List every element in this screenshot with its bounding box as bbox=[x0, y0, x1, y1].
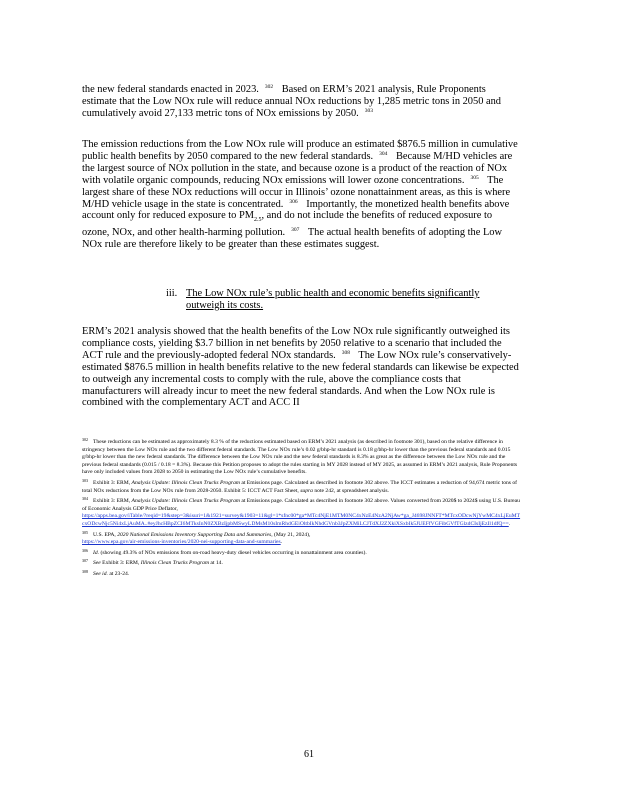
footnote-text: , (May 21, 2024), bbox=[271, 531, 311, 538]
footnote-ref[interactable]: 307 bbox=[291, 227, 300, 234]
footnote-italic: Illinois Clean Trucks Program bbox=[140, 560, 210, 567]
footnote-306 bbox=[82, 547, 522, 558]
footnote-italic: See bbox=[93, 560, 101, 567]
footnote-number: 305 bbox=[82, 529, 88, 535]
heading-number: iii. bbox=[166, 288, 178, 299]
heading-text: outweigh its costs. bbox=[186, 299, 264, 311]
footnote-italic: 2020 National Emissions Inventory Supporting Data and Summaries bbox=[117, 531, 272, 538]
heading-text: The Low NOx rule’s public health and economic benefits significantly bbox=[186, 288, 480, 299]
paragraph-text: The largest share of these NOx reductions will occur in Illinois’ ozone nonattainment areas, as this is where M/HD vehicle usage in the state is concentrated. bbox=[82, 174, 511, 210]
footnote-303 bbox=[82, 477, 522, 495]
footnote-italic: See id. bbox=[93, 570, 108, 577]
footnote-number: 302 bbox=[82, 437, 88, 442]
footnote-307 bbox=[82, 557, 522, 568]
paragraph-net-benefits bbox=[82, 326, 522, 409]
footnote-text: note 242, at spreadsheet analysis. bbox=[312, 487, 389, 494]
footnote-number: 303 bbox=[82, 477, 88, 483]
footnote-number: 308 bbox=[82, 568, 88, 574]
epa-nei-link[interactable]: https://www.epa.gov/air-emissions-inventories/2020-nei-supporting-data-and-summaries bbox=[82, 539, 281, 546]
paragraph-text: The Low NOx rule’s conservatively-estimated $876.5 million in health benefits relative to the new federal standards can likewise be expected to outweigh any incremental costs to comply with the rule, above the compliance costs that manufacturers will already incur to meet the new federal standards. And when the Low NOx rule is combined with the complementary ACT and ACC II bbox=[82, 349, 519, 409]
footnotes-section bbox=[82, 436, 522, 579]
paragraph-text: ERM’s 2021 analysis showed that the health benefits of the Low NOx rule significantly outweighed its compliance costs, yielding $3.7 billion in net benefits by 2050 relative to a scenario that included the ACT rule and the previously-adopted federal NOx standards. bbox=[82, 326, 510, 361]
footnote-308 bbox=[82, 568, 522, 579]
footnote-ref[interactable]: 308 bbox=[341, 349, 350, 356]
footnote-ref[interactable]: 302 bbox=[264, 84, 274, 90]
paragraph-text: the new federal standards enacted in 2023. bbox=[82, 84, 259, 95]
footnote-304 bbox=[82, 495, 522, 528]
footnote-text: Exhibit 3: ERM, bbox=[100, 560, 141, 567]
paragraph-emission-reductions bbox=[82, 84, 522, 120]
paragraph-health-benefits bbox=[82, 139, 522, 251]
paragraph-text: The actual health benefits of adopting the Low NOx rule are therefore likely to be greater than these estimates suggest. bbox=[82, 227, 502, 251]
paragraph-text: Based on ERM’s 2021 analysis, Rule Proponents estimate that the Low NOx rule will reduce annual NOx reductions by 1,285 metric tons in 2050 and cumulatively avoid 27,133 metric tons of NOx emissions by 2050. bbox=[82, 84, 501, 119]
footnote-text: (showing 49.3% of NOx emissions from on-road heavy-duty diesel vehicles occurring in nonattainment area counties). bbox=[99, 549, 367, 556]
footnote-text: . bbox=[280, 539, 283, 546]
paragraph-text: Importantly, the monetized health benefits above account only for reduced exposure to PM bbox=[82, 198, 510, 222]
footnote-ref[interactable]: 303 bbox=[364, 107, 374, 114]
footnote-ref[interactable]: 306 bbox=[289, 198, 298, 205]
footnote-text: at Emissions page. Calculated as described in footnote 302 above. Values converted from 2020$ to 2024$ using U.S. Bureau of Economic Analysis GDP Price Deflator, bbox=[82, 498, 520, 512]
page-number: 61 bbox=[304, 749, 314, 760]
footnote-ref[interactable]: 304 bbox=[379, 150, 388, 157]
footnote-text: U.S. EPA, bbox=[93, 531, 118, 538]
bea-deflator-link[interactable]: https://apps.bea.gov/iTable/?reqid=19&step=3&isuri=1&1921=survey&1903=11&gl=1*sfnc00*ga*MTc4NjE1MTM0NC4xNzE4NzA2NjAw*ga_J4698JNNFT*MTcxODcwNjYwMC4xLjEuMTcxODcwNjc5Ni4xLjAuMA..#eyJhcHBpZCI6MTksInN0ZXBzIjpbMSwyLDMsM10sImRhdGEiOltbIkNhdGVnb3JpZXMiLCJTdXJ2ZXkiXSxbIk5JUEFfVGFibGVfTGlzdCIsIjEzIl1dfQ== bbox=[82, 513, 521, 527]
footnote-text: . bbox=[508, 520, 511, 527]
subscript: 2.5 bbox=[253, 217, 262, 224]
footnote-italic: Id. bbox=[93, 549, 100, 556]
section-heading bbox=[166, 288, 518, 312]
footnote-text: Exhibit 3: ERM, bbox=[93, 479, 132, 486]
paragraph-text: The emission reductions from the Low NOx rule will produce an estimated $876.5 million in cumulative public health benefits by 2050 compared to the new federal standards. bbox=[82, 139, 518, 162]
footnote-italic: supra bbox=[300, 487, 313, 494]
footnote-text: at 23-24. bbox=[107, 570, 130, 577]
footnote-302 bbox=[82, 436, 522, 477]
footnote-number: 307 bbox=[82, 558, 88, 564]
paragraph-text: Because M/HD vehicles are the largest source of NOx pollution in the state, and because ozone is a product of the reaction of NOx with volatile organic compounds, reducing NOx emissions will lower ozone concentrations. bbox=[82, 150, 513, 186]
footnote-text: at 14. bbox=[209, 560, 223, 567]
footnote-italic: Analysis Update: Illinois Clean Trucks Program bbox=[131, 498, 240, 505]
footnote-number: 304 bbox=[82, 496, 88, 502]
paragraph-text: , and do not include the benefits of reduced exposure to ozone, NOx, and other health-harming pollution. bbox=[82, 210, 493, 239]
footnote-italic: Analysis Update: Illinois Clean Trucks Program bbox=[131, 479, 240, 486]
footnote-number: 306 bbox=[82, 547, 88, 553]
footnote-text: Exhibit 3: ERM, bbox=[93, 498, 132, 505]
footnote-text: These reductions can be estimated as approximately 8.3 % of the reductions estimated based on ERM’s 2021 analysis (as described in footnote 301), based on the relative difference in stringency between the Low NOx rule and the two different federal standards. The Low NOx rule’s 0.02 g/bhp-hr standard is 0.18 g/bhp-hr lower than the previous federal standards and 0.015 g/bhp-hr lower than the new federal standards. The difference between the Low NOx rule and the new federal standards is 8.3% as great as the difference between the Low NOx rule and the previous federal standards (0.015 / 0.18 = 8.3%). Because this Petition proposes to adopt the rules starting in MY 2028 instead of MY 2025, as assumed in ERM’s 2021 analysis, Rule Proponents have only included values from 2028 to 2050 in estimating the Low NOx rule’s cumulative benefits. bbox=[82, 439, 518, 476]
footnote-305 bbox=[82, 529, 522, 547]
footnote-ref[interactable]: 305 bbox=[470, 174, 479, 181]
footnote-text: at Emissions page. Calculated as described in footnote 302 above. The ICCT estimates a reduction of 94,674 metric tons of total NOx reductions from the Low NOx rule from 2028-2050. Exhibit 5: ICCT ACT Fact Sheet, bbox=[82, 479, 518, 494]
